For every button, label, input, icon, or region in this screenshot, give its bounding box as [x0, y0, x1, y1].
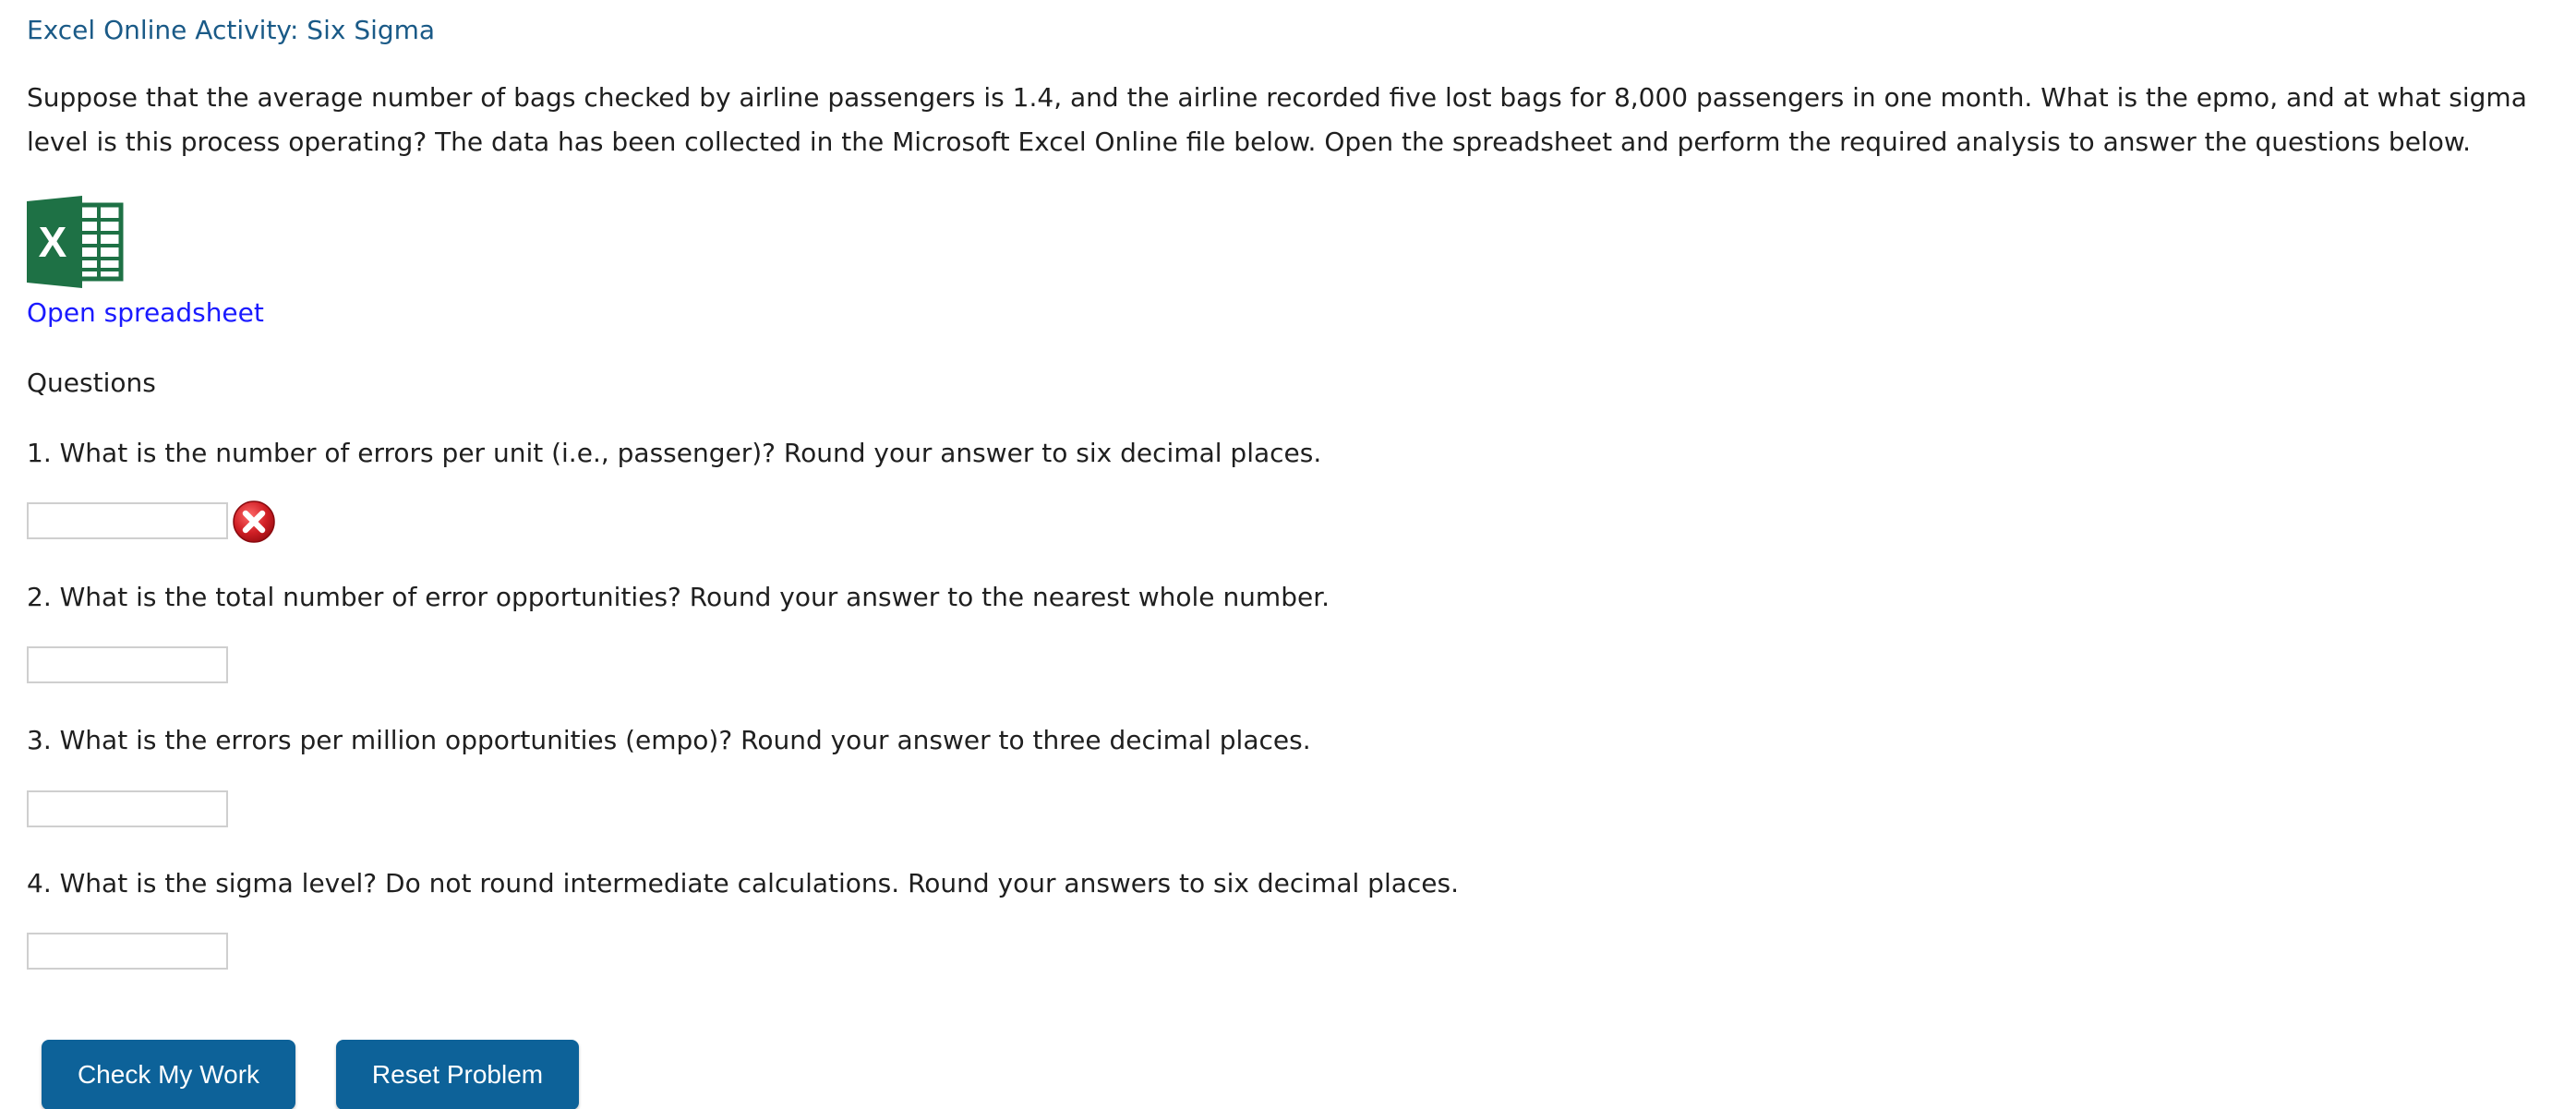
- problem-statement: Suppose that the average number of bags checked by airline passengers is 1.4, and the airline recorded five lost bags for 8,000 passengers in one month. What is the epmo, and at what sigma level is this process operating? The data has been collected in the Microsoft Excel Online file below. Open the spreadsheet and perform the required analysis to answer the questions below.: [27, 82, 2527, 157]
- svg-text:X: X: [38, 218, 67, 266]
- question-4-text: 4. What is the sigma level? Do not round intermediate calculations. Round your answers to six decimal places.: [27, 868, 1459, 898]
- question-4-answer-input[interactable]: [27, 933, 228, 970]
- activity-title: Excel Online Activity: Six Sigma: [27, 15, 436, 45]
- open-spreadsheet-link[interactable]: Open spreadsheet: [27, 297, 264, 328]
- question-3-answer-input[interactable]: [27, 790, 228, 827]
- reset-problem-button[interactable]: Reset Problem: [336, 1040, 579, 1109]
- question-1-answer-input[interactable]: [27, 502, 228, 539]
- question-1-text: 1. What is the number of errors per unit (i.e., passenger)? Round your answer to six decimal places.: [27, 438, 1322, 468]
- question-2-text: 2. What is the total number of error opportunities? Round your answer to the nearest whole number.: [27, 582, 1330, 612]
- excel-icon[interactable]: [27, 196, 125, 288]
- questions-heading: Questions: [27, 368, 156, 398]
- check-my-work-button[interactable]: Check My Work: [42, 1040, 295, 1109]
- question-3-text: 3. What is the errors per million opportunities (empo)? Round your answer to three decimal places.: [27, 725, 1311, 755]
- incorrect-icon: [232, 500, 276, 544]
- question-2-answer-input[interactable]: [27, 646, 228, 683]
